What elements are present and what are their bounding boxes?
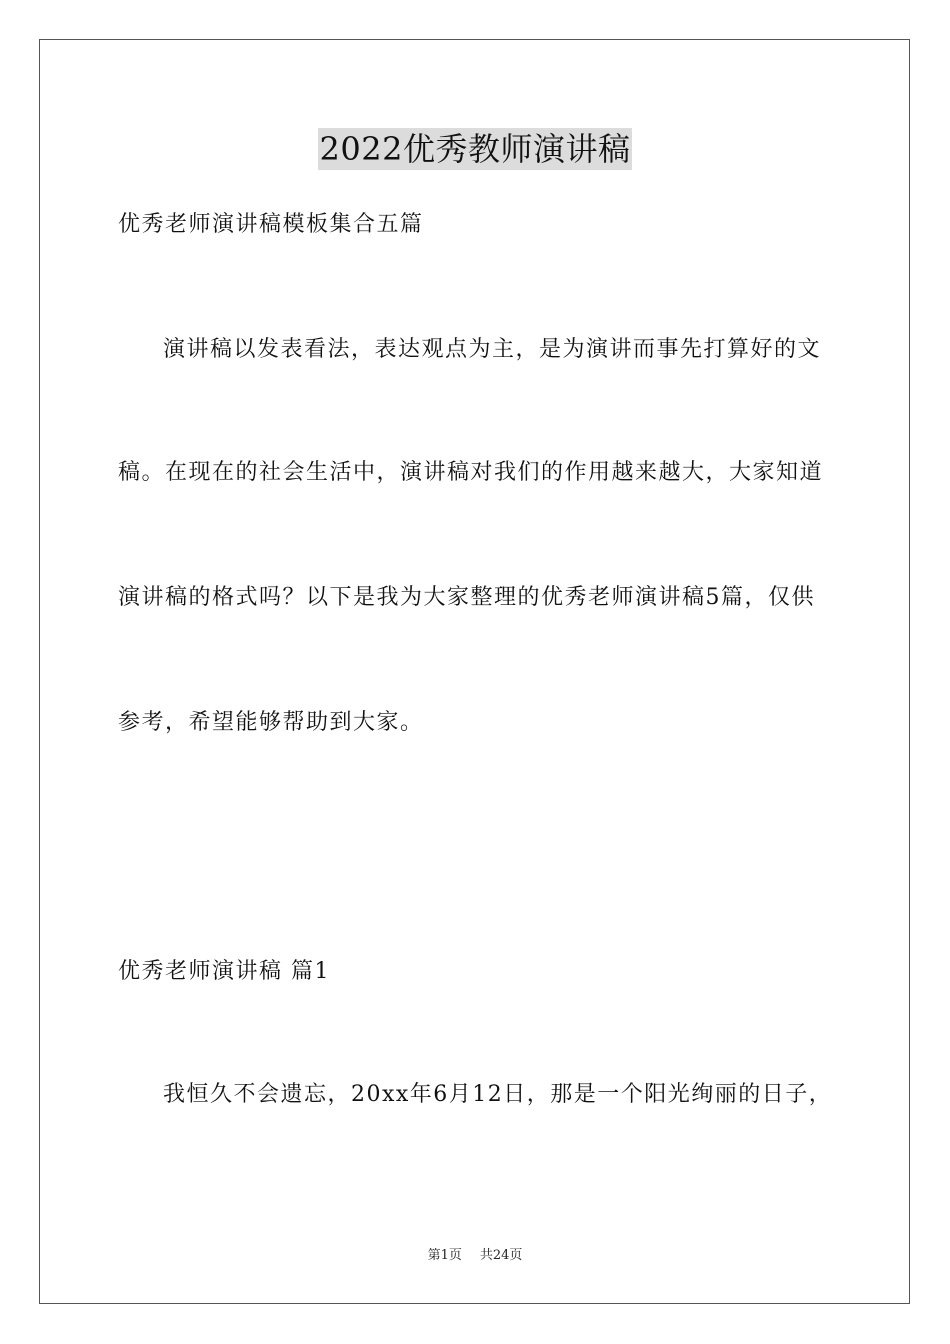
document-title: 2022优秀教师演讲稿 <box>319 130 631 168</box>
intro-line-3: 演讲稿的格式吗？以下是我为大家整理的优秀老师演讲稿5篇，仅供 <box>118 585 815 610</box>
page-number: 第1页 <box>427 1248 462 1263</box>
page-footer <box>0 1247 950 1265</box>
page-total: 共24页 <box>479 1248 523 1263</box>
title-container <box>0 128 950 170</box>
intro-line-4: 参考，希望能够帮助到大家。 <box>118 710 424 735</box>
section-first-line: 我恒久不会遗忘，20xx年6月12日，那是一个阳光绚丽的日子， <box>163 1082 833 1107</box>
document-subtitle: 优秀老师演讲稿模板集合五篇 <box>118 212 424 237</box>
intro-line-1: 演讲稿以发表看法，表达观点为主，是为演讲而事先打算好的文 <box>163 337 822 362</box>
intro-line-2: 稿。在现在的社会生活中，演讲稿对我们的作用越来越大，大家知道 <box>118 460 824 485</box>
section-heading: 优秀老师演讲稿 篇1 <box>118 959 330 984</box>
